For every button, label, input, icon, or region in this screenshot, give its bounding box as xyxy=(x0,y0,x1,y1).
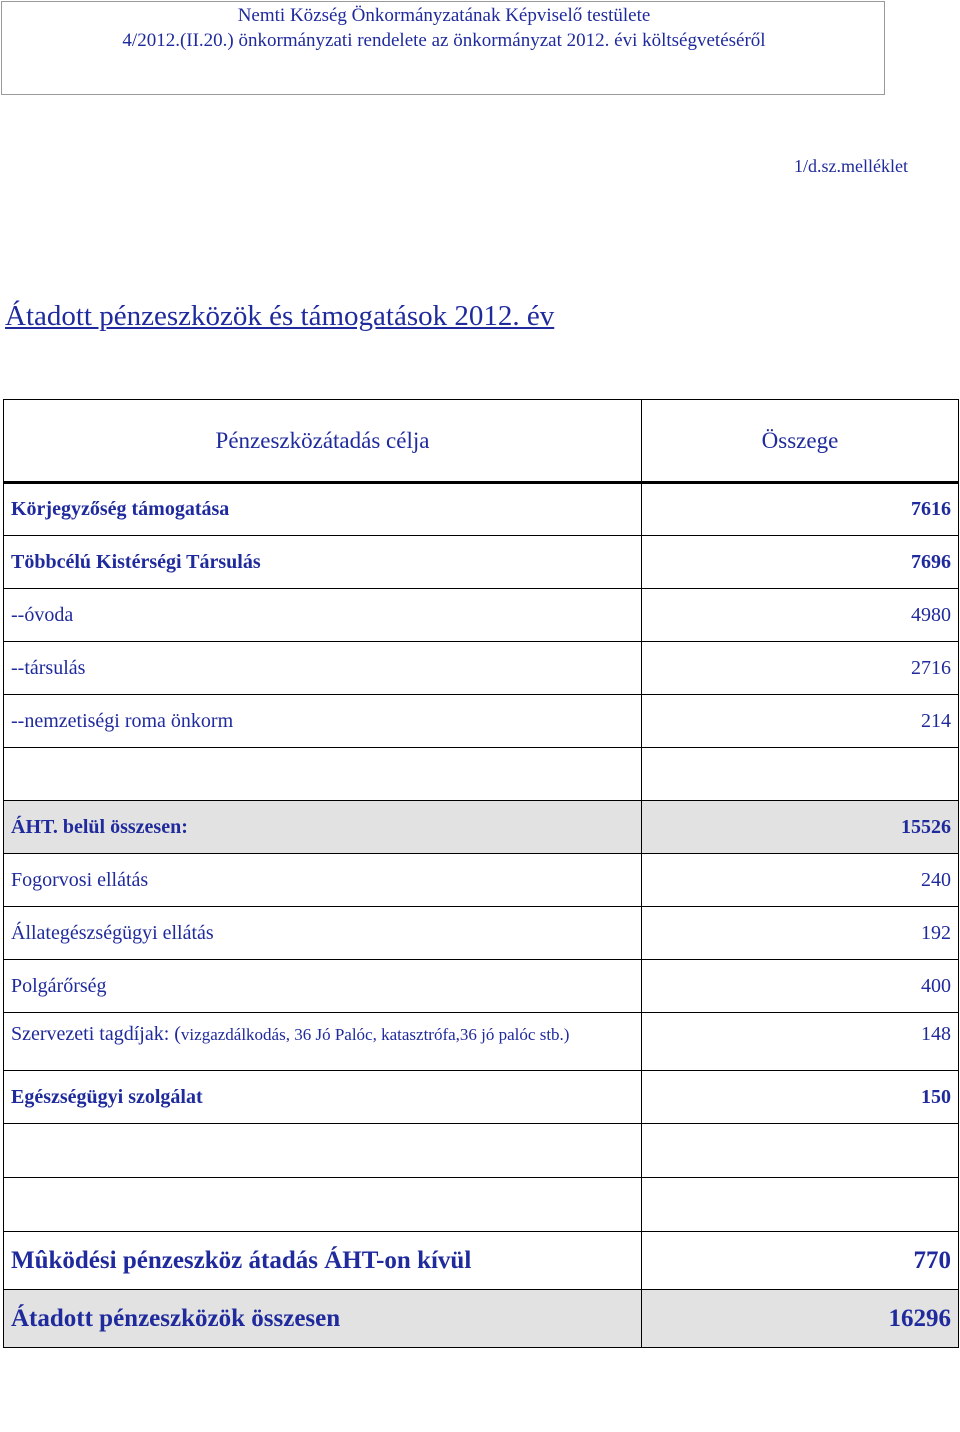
row-amount: 7616 xyxy=(642,483,959,536)
column-header-amount: Összege xyxy=(642,400,959,483)
table-row xyxy=(4,589,959,642)
table-row-external-total xyxy=(4,1232,959,1290)
row-amount: 148 xyxy=(642,1013,959,1071)
row-label: Polgárőrség xyxy=(4,960,642,1013)
table-row-empty xyxy=(4,1178,959,1232)
row-amount xyxy=(642,748,959,801)
row-label xyxy=(4,1178,642,1232)
row-amount xyxy=(642,1178,959,1232)
row-amount: 4980 xyxy=(642,589,959,642)
row-label: Egészségügyi szolgálat xyxy=(4,1071,642,1124)
table-row xyxy=(4,960,959,1013)
row-amount: 15526 xyxy=(642,801,959,854)
row-amount: 2716 xyxy=(642,642,959,695)
budget-table xyxy=(3,399,959,1348)
row-amount: 240 xyxy=(642,854,959,907)
row-amount: 7696 xyxy=(642,536,959,589)
column-header-purpose: Pénzeszközátadás célja xyxy=(4,400,642,483)
row-amount: 16296 xyxy=(642,1290,959,1348)
row-label: Mûködési pénzeszköz átadás ÁHT-on kívül xyxy=(4,1232,642,1290)
row-label: Állategészségügyi ellátás xyxy=(4,907,642,960)
document-header xyxy=(1,1,885,95)
annex-label: 1/d.sz.melléklet xyxy=(794,156,908,176)
table-row xyxy=(4,642,959,695)
row-label: --társulás xyxy=(4,642,642,695)
row-label: ÁHT. belül összesen: xyxy=(4,801,642,854)
table-header-row xyxy=(4,400,959,483)
header-line-1: Nemti Község Önkormányzatának Képviselő testülete xyxy=(237,5,651,26)
table-row xyxy=(4,483,959,536)
row-label: Körjegyzőség támogatása xyxy=(4,483,642,536)
table-row-subtotal xyxy=(4,801,959,854)
row-label: Többcélú Kistérségi Társulás xyxy=(4,536,642,589)
header-line-2: 4/2012.(II.20.) önkormányzati rendelete az önkormányzat 2012. évi költségvetéséről xyxy=(122,30,766,51)
table-row xyxy=(4,854,959,907)
row-amount: 150 xyxy=(642,1071,959,1124)
row-amount: 192 xyxy=(642,907,959,960)
row-label xyxy=(4,748,642,801)
table-row-grand-total xyxy=(4,1290,959,1348)
table-row-empty xyxy=(4,748,959,801)
page-title: Átadott pénzeszközök és támogatások 2012. év xyxy=(5,300,555,332)
table-row xyxy=(4,1071,959,1124)
row-amount xyxy=(642,1124,959,1178)
row-label: Átadott pénzeszközök összesen xyxy=(4,1290,642,1348)
row-label: --óvoda xyxy=(4,589,642,642)
row-amount: 770 xyxy=(642,1232,959,1290)
row-label: --nemzetiségi roma önkorm xyxy=(4,695,642,748)
row-amount: 400 xyxy=(642,960,959,1013)
row-label-main: Szervezeti tagdíjak: ( xyxy=(11,1023,181,1045)
table-row xyxy=(4,907,959,960)
row-label-note: vizgazdálkodás, 36 Jó Palóc, katasztrófa,36 jó palóc stb.) xyxy=(180,1025,570,1044)
row-label xyxy=(4,1013,642,1071)
table-row xyxy=(4,536,959,589)
row-amount: 214 xyxy=(642,695,959,748)
row-label xyxy=(4,1124,642,1178)
table-row xyxy=(4,1013,959,1071)
table-row xyxy=(4,695,959,748)
table-row-empty xyxy=(4,1124,959,1178)
row-label: Fogorvosi ellátás xyxy=(4,854,642,907)
